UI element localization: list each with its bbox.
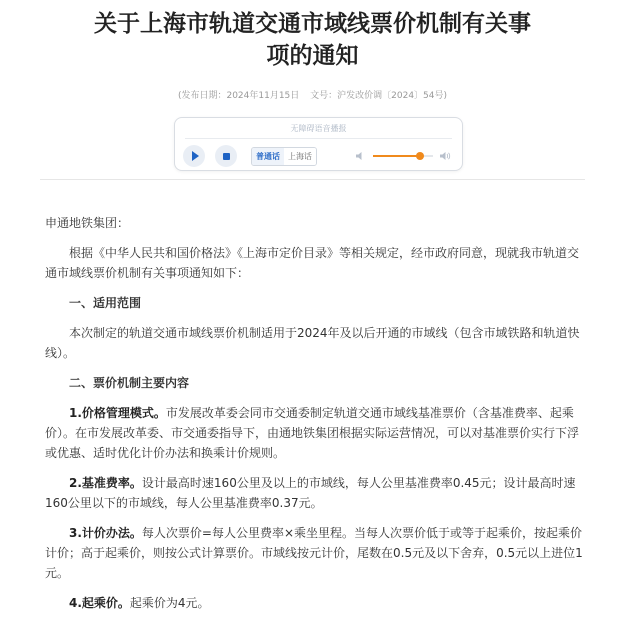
play-icon[interactable] <box>183 145 205 167</box>
list-item <box>45 593 585 613</box>
item-text: 市发展改革委会同市交通委制定轨道交通市域线基准票价（含基准费率、起乘价）。在市发展改革委、市交通委指导下，由通地铁集团根据实际运营情况，可以对基准票价实行下浮或优惠、适时优化计价办法和换乘计价规则。 <box>45 406 580 460</box>
volume-slider[interactable] <box>373 155 433 157</box>
item-text: 设计最高时速160公里及以上的市域线，每人公里基准费率0.45元；设计最高时速160公里以下的市域线，每人公里基准费率0.37元。 <box>45 476 576 510</box>
salutation: 申通地铁集团： <box>45 216 130 230</box>
publish-meta <box>0 90 625 102</box>
volume-slider-knob[interactable] <box>416 152 424 160</box>
item-lead: 3.计价办法。 <box>69 526 142 540</box>
publish-date: (发布日期：2024年11月15日 <box>177 91 300 101</box>
lang-mandarin-button[interactable]: 普通话 <box>252 148 284 165</box>
accessibility-hint: 无障碍语音播报 <box>290 124 347 133</box>
intro-paragraph: 根据《中华人民共和国价格法》《上海市定价目录》等相关规定，经市政府同意，现就我市轨道交通市域线票价机制有关事项通知如下： <box>45 246 580 280</box>
section-paragraph: 本次制定的轨道交通市域线票价机制适用于2024年及以后开通的市域线（包含市域铁路和轨道快线）。 <box>45 326 580 360</box>
header-divider <box>40 179 585 180</box>
list-item <box>45 473 585 513</box>
lang-shanghai-button[interactable]: 上海话 <box>284 148 316 165</box>
audio-player <box>174 117 463 171</box>
language-toggle <box>251 147 317 166</box>
stop-icon[interactable] <box>215 145 237 167</box>
player-divider <box>185 138 452 139</box>
section-heading: 一、适用范围 <box>69 296 142 310</box>
item-text: 起乘价为4元。 <box>129 596 210 610</box>
title-line-2: 项的通知 <box>266 43 359 69</box>
item-lead: 2.基准费率。 <box>69 476 142 490</box>
document-body <box>45 213 585 623</box>
list-item <box>45 403 585 463</box>
title-line-1: 关于上海市轨道交通市域线票价机制有关事 <box>94 11 531 37</box>
volume-slider-fill <box>373 155 420 157</box>
volume-high-icon[interactable] <box>439 150 451 162</box>
item-lead: 4.起乘价。 <box>69 596 130 610</box>
document-number: 文号：沪发改价调〔2024〕54号) <box>310 91 448 101</box>
item-lead: 1.价格管理模式。 <box>69 406 166 420</box>
page-title <box>40 8 585 72</box>
section-heading: 二、票价机制主要内容 <box>69 376 190 390</box>
volume-low-icon[interactable] <box>355 150 367 162</box>
item-text: 每人次票价=每人公里费率×乘坐里程。当每人次票价低于或等于起乘价，按起乘价计价；高于起乘价，则按公式计算票价。市域线按元计价，尾数在0.5元及以下舍弃，0.5元以上进位1元。 <box>45 526 583 580</box>
list-item <box>45 523 585 583</box>
